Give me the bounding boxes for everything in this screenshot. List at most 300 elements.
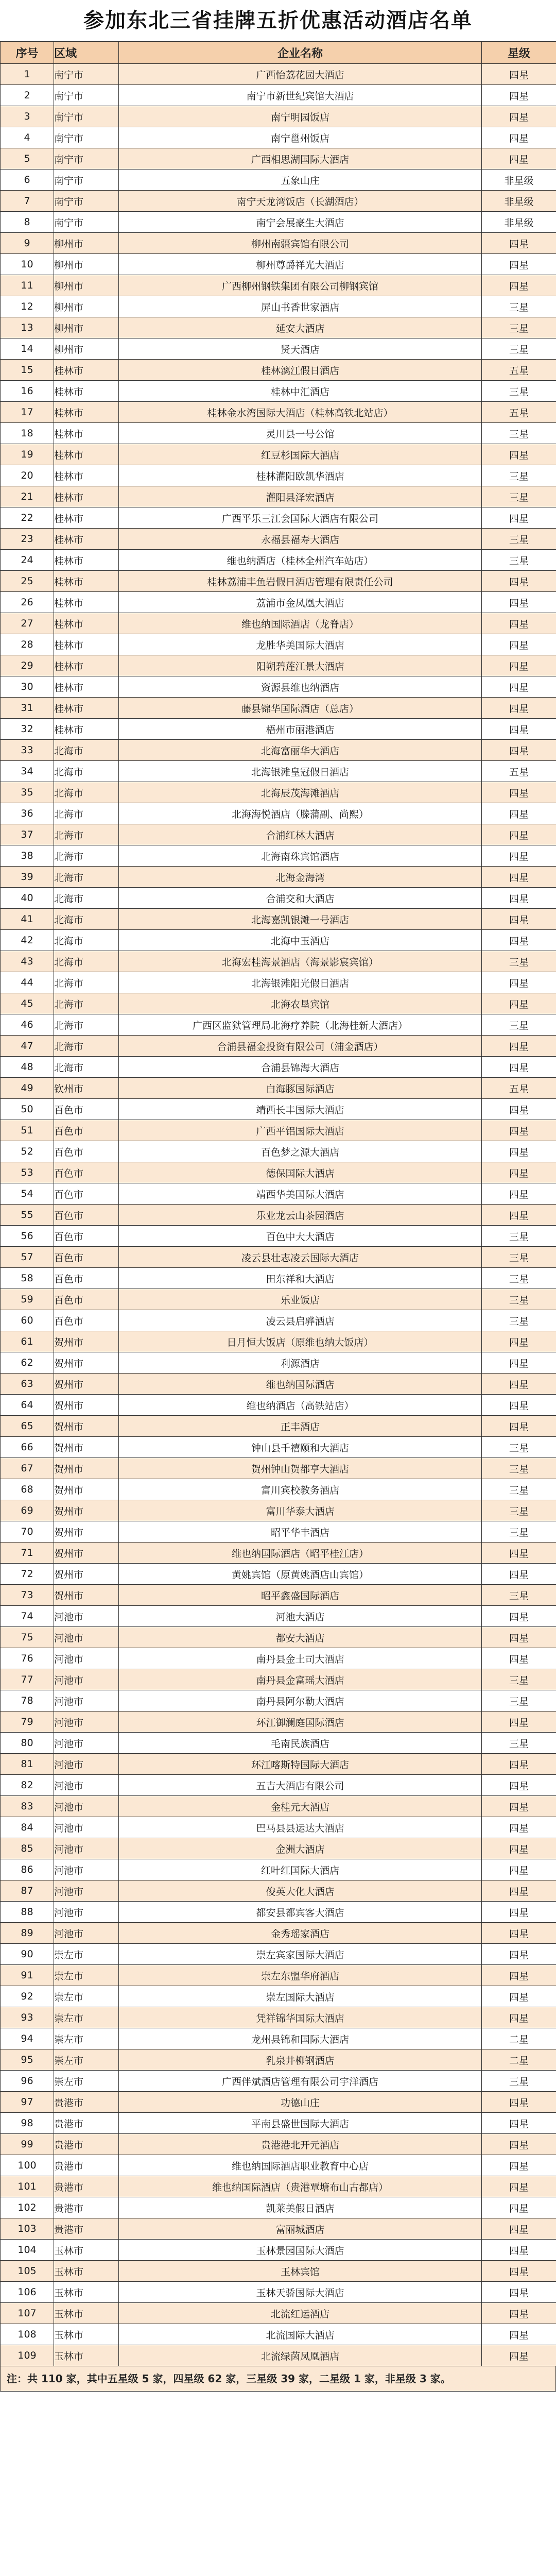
row-star-rating: 四星	[482, 824, 556, 845]
table-row	[1, 2007, 556, 2028]
row-star-rating: 四星	[482, 1120, 556, 1141]
row-hotel-name: 五象山庄	[119, 170, 482, 191]
row-number: 57	[1, 1247, 54, 1268]
row-region: 北海市	[54, 782, 119, 803]
row-star-rating: 三星	[482, 529, 556, 550]
row-star-rating: 四星	[482, 2303, 556, 2324]
row-number: 104	[1, 2240, 54, 2261]
row-star-rating: 三星	[482, 1310, 556, 1331]
row-star-rating: 五星	[482, 360, 556, 381]
row-star-rating: 三星	[482, 317, 556, 338]
row-number: 42	[1, 930, 54, 951]
row-star-rating: 四星	[482, 2007, 556, 2028]
row-star-rating: 二星	[482, 2028, 556, 2049]
row-hotel-name: 北海农垦宾馆	[119, 993, 482, 1014]
row-region: 柳州市	[54, 254, 119, 275]
row-region: 河池市	[54, 1711, 119, 1733]
row-region: 南宁市	[54, 106, 119, 127]
row-hotel-name: 南宁天龙湾饭店（长湖酒店）	[119, 191, 482, 212]
row-star-rating: 四星	[482, 719, 556, 740]
table-row	[1, 64, 556, 85]
table-row	[1, 592, 556, 613]
row-number: 3	[1, 106, 54, 127]
row-number: 13	[1, 317, 54, 338]
row-region: 河池市	[54, 1902, 119, 1923]
row-star-rating: 四星	[482, 2345, 556, 2366]
row-region: 桂林市	[54, 529, 119, 550]
table-row	[1, 972, 556, 993]
column-header-name: 企业名称	[119, 42, 482, 64]
row-star-rating: 四星	[482, 275, 556, 296]
row-number: 55	[1, 1205, 54, 1226]
row-number: 31	[1, 698, 54, 719]
row-number: 12	[1, 296, 54, 317]
row-star-rating: 四星	[482, 254, 556, 275]
row-hotel-name: 南丹县金土司大酒店	[119, 1648, 482, 1669]
row-hotel-name: 红豆杉国际大酒店	[119, 444, 482, 465]
row-number: 92	[1, 1986, 54, 2007]
row-hotel-name: 俊英大化大酒店	[119, 1880, 482, 1902]
row-region: 贵港市	[54, 2197, 119, 2218]
table-row	[1, 1648, 556, 1669]
row-number: 16	[1, 381, 54, 402]
row-star-rating: 三星	[482, 1458, 556, 1479]
row-region: 南宁市	[54, 212, 119, 233]
row-number: 26	[1, 592, 54, 613]
row-star-rating: 四星	[482, 1352, 556, 1374]
row-region: 河池市	[54, 1923, 119, 1944]
row-star-rating: 四星	[482, 1796, 556, 1817]
row-number: 9	[1, 233, 54, 254]
row-star-rating: 四星	[482, 1416, 556, 1437]
table-row	[1, 1880, 556, 1902]
table-row	[1, 1310, 556, 1331]
row-number: 60	[1, 1310, 54, 1331]
row-hotel-name: 崇左国际大酒店	[119, 1986, 482, 2007]
row-number: 27	[1, 613, 54, 634]
row-star-rating: 三星	[482, 296, 556, 317]
row-number: 77	[1, 1669, 54, 1690]
row-hotel-name: 龙胜华美国际大酒店	[119, 634, 482, 655]
row-number: 75	[1, 1627, 54, 1648]
row-region: 河池市	[54, 1775, 119, 1796]
row-region: 北海市	[54, 951, 119, 972]
table-row	[1, 529, 556, 550]
row-region: 玉林市	[54, 2240, 119, 2261]
row-number: 59	[1, 1289, 54, 1310]
footnote: 注：共 110 家，其中五星级 5 家，四星级 62 家，三星级 39 家，二星级 1 家，非星级 3 家。	[0, 2366, 556, 2392]
row-hotel-name: 资源县维也纳酒店	[119, 676, 482, 698]
row-number: 87	[1, 1880, 54, 1902]
row-number: 43	[1, 951, 54, 972]
row-region: 河池市	[54, 1627, 119, 1648]
row-star-rating: 三星	[482, 338, 556, 360]
row-region: 贺州市	[54, 1458, 119, 1479]
row-region: 贺州市	[54, 1585, 119, 1606]
row-hotel-name: 昭平华丰酒店	[119, 1521, 482, 1543]
row-hotel-name: 金洲大酒店	[119, 1838, 482, 1859]
row-region: 北海市	[54, 867, 119, 888]
row-hotel-name: 合浦县锦海大酒店	[119, 1057, 482, 1078]
row-hotel-name: 百色中大大酒店	[119, 1226, 482, 1247]
table-row	[1, 2134, 556, 2155]
row-number: 96	[1, 2071, 54, 2092]
table-row	[1, 1057, 556, 1078]
row-number: 64	[1, 1395, 54, 1416]
row-region: 桂林市	[54, 360, 119, 381]
row-region: 贺州市	[54, 1543, 119, 1564]
row-number: 97	[1, 2092, 54, 2113]
row-hotel-name: 合浦县福金投资有限公司（浦金酒店）	[119, 1036, 482, 1057]
row-star-rating: 四星	[482, 1162, 556, 1183]
row-region: 崇左市	[54, 2049, 119, 2071]
row-hotel-name: 北海嘉凯银滩一号酒店	[119, 909, 482, 930]
table-row	[1, 1543, 556, 1564]
row-number: 106	[1, 2282, 54, 2303]
row-number: 98	[1, 2113, 54, 2134]
row-hotel-name: 玉林天骄国际大酒店	[119, 2282, 482, 2303]
row-number: 84	[1, 1817, 54, 1838]
row-hotel-name: 荔浦市金凤凰大酒店	[119, 592, 482, 613]
row-star-rating: 非星级	[482, 191, 556, 212]
row-region: 百色市	[54, 1247, 119, 1268]
row-hotel-name: 广西相思湖国际大酒店	[119, 148, 482, 170]
row-hotel-name: 屏山书香世家酒店	[119, 296, 482, 317]
row-hotel-name: 贵港港北开元酒店	[119, 2134, 482, 2155]
table-row	[1, 254, 556, 275]
row-number: 47	[1, 1036, 54, 1057]
row-region: 贵港市	[54, 2155, 119, 2176]
table-row	[1, 550, 556, 571]
table-row	[1, 1479, 556, 1500]
row-star-rating: 四星	[482, 1099, 556, 1120]
row-region: 北海市	[54, 803, 119, 824]
table-row	[1, 1014, 556, 1036]
row-number: 11	[1, 275, 54, 296]
row-hotel-name: 桂林灌阳欧凯华酒店	[119, 465, 482, 486]
row-region: 河池市	[54, 1880, 119, 1902]
row-number: 8	[1, 212, 54, 233]
row-region: 贺州市	[54, 1500, 119, 1521]
table-row	[1, 1458, 556, 1479]
row-hotel-name: 毛南民族酒店	[119, 1733, 482, 1754]
table-row	[1, 1141, 556, 1162]
table-row	[1, 1690, 556, 1711]
row-star-rating: 四星	[482, 909, 556, 930]
table-row	[1, 655, 556, 676]
row-hotel-name: 桂林金水湾国际大酒店（桂林高铁北站店）	[119, 402, 482, 423]
row-region: 北海市	[54, 993, 119, 1014]
table-row	[1, 1564, 556, 1585]
row-number: 95	[1, 2049, 54, 2071]
row-hotel-name: 金桂元大酒店	[119, 1796, 482, 1817]
row-region: 南宁市	[54, 170, 119, 191]
row-region: 贺州市	[54, 1564, 119, 1585]
row-region: 桂林市	[54, 655, 119, 676]
row-number: 50	[1, 1099, 54, 1120]
row-star-rating: 四星	[482, 1944, 556, 1965]
row-region: 崇左市	[54, 1965, 119, 1986]
row-number: 101	[1, 2176, 54, 2197]
row-hotel-name: 都安大酒店	[119, 1627, 482, 1648]
row-hotel-name: 柳州南疆宾馆有限公司	[119, 233, 482, 254]
row-number: 73	[1, 1585, 54, 1606]
row-hotel-name: 乳泉井柳钢酒店	[119, 2049, 482, 2071]
row-number: 109	[1, 2345, 54, 2366]
row-hotel-name: 南宁明园饭店	[119, 106, 482, 127]
row-number: 52	[1, 1141, 54, 1162]
row-number: 86	[1, 1859, 54, 1880]
row-star-rating: 四星	[482, 930, 556, 951]
row-region: 贵港市	[54, 2134, 119, 2155]
row-region: 玉林市	[54, 2345, 119, 2366]
table-row	[1, 845, 556, 867]
table-row	[1, 1500, 556, 1521]
row-region: 北海市	[54, 761, 119, 782]
table-row	[1, 2028, 556, 2049]
row-hotel-name: 功德山庄	[119, 2092, 482, 2113]
row-hotel-name: 合浦交和大酒店	[119, 888, 482, 909]
row-number: 44	[1, 972, 54, 993]
row-star-rating: 三星	[482, 1500, 556, 1521]
row-star-rating: 四星	[482, 1711, 556, 1733]
row-star-rating: 四星	[482, 2113, 556, 2134]
table-header-row	[1, 42, 556, 64]
row-number: 36	[1, 803, 54, 824]
row-number: 76	[1, 1648, 54, 1669]
table-row	[1, 1606, 556, 1627]
row-star-rating: 四星	[482, 1923, 556, 1944]
row-hotel-name: 维也纳酒店（桂林全州汽车站店）	[119, 550, 482, 571]
row-number: 37	[1, 824, 54, 845]
row-star-rating: 四星	[482, 1817, 556, 1838]
row-hotel-name: 维也纳国际酒店职业教育中心店	[119, 2155, 482, 2176]
row-region: 北海市	[54, 1014, 119, 1036]
row-hotel-name: 广西伴斌酒店管理有限公司宇洋酒店	[119, 2071, 482, 2092]
row-number: 65	[1, 1416, 54, 1437]
row-star-rating: 三星	[482, 423, 556, 444]
row-number: 100	[1, 2155, 54, 2176]
table-row	[1, 761, 556, 782]
row-star-rating: 三星	[482, 1226, 556, 1247]
row-star-rating: 三星	[482, 1585, 556, 1606]
table-row	[1, 909, 556, 930]
row-star-rating: 四星	[482, 888, 556, 909]
row-number: 30	[1, 676, 54, 698]
row-star-rating: 非星级	[482, 170, 556, 191]
row-number: 56	[1, 1226, 54, 1247]
table-row	[1, 444, 556, 465]
row-region: 桂林市	[54, 613, 119, 634]
row-number: 61	[1, 1331, 54, 1352]
row-region: 贺州市	[54, 1437, 119, 1458]
table-row	[1, 698, 556, 719]
row-number: 68	[1, 1479, 54, 1500]
row-hotel-name: 玉林宾馆	[119, 2261, 482, 2282]
row-star-rating: 四星	[482, 740, 556, 761]
row-star-rating: 四星	[482, 1057, 556, 1078]
table-row	[1, 127, 556, 148]
table-row	[1, 2092, 556, 2113]
row-hotel-name: 北流红运酒店	[119, 2303, 482, 2324]
row-star-rating: 四星	[482, 1902, 556, 1923]
row-region: 桂林市	[54, 381, 119, 402]
row-star-rating: 四星	[482, 2218, 556, 2240]
row-region: 百色市	[54, 1183, 119, 1205]
row-number: 5	[1, 148, 54, 170]
row-hotel-name: 崇左宾家国际大酒店	[119, 1944, 482, 1965]
table-row	[1, 296, 556, 317]
row-hotel-name: 凌云县启骅酒店	[119, 1310, 482, 1331]
row-star-rating: 四星	[482, 1141, 556, 1162]
row-hotel-name: 巴马县县运达大酒店	[119, 1817, 482, 1838]
row-number: 51	[1, 1120, 54, 1141]
row-star-rating: 四星	[482, 2324, 556, 2345]
row-number: 49	[1, 1078, 54, 1099]
table-row	[1, 930, 556, 951]
row-region: 贺州市	[54, 1521, 119, 1543]
row-number: 83	[1, 1796, 54, 1817]
table-row	[1, 360, 556, 381]
row-number: 1	[1, 64, 54, 85]
row-hotel-name: 北海辰茂海滩酒店	[119, 782, 482, 803]
row-hotel-name: 桂林荔浦丰鱼岩假日酒店管理有限责任公司	[119, 571, 482, 592]
row-star-rating: 三星	[482, 2071, 556, 2092]
row-hotel-name: 北海海悦酒店（滕蒲副、尚熙）	[119, 803, 482, 824]
row-region: 柳州市	[54, 338, 119, 360]
row-star-rating: 非星级	[482, 212, 556, 233]
row-hotel-name: 昭平鑫盛国际酒店	[119, 1585, 482, 1606]
row-star-rating: 四星	[482, 2134, 556, 2155]
table-row	[1, 1416, 556, 1437]
row-region: 崇左市	[54, 2028, 119, 2049]
row-hotel-name: 南丹县金富瑶大酒店	[119, 1669, 482, 1690]
row-hotel-name: 北海中玉酒店	[119, 930, 482, 951]
table-row	[1, 191, 556, 212]
row-number: 38	[1, 845, 54, 867]
row-star-rating: 三星	[482, 1437, 556, 1458]
table-row	[1, 867, 556, 888]
row-number: 4	[1, 127, 54, 148]
row-number: 82	[1, 1775, 54, 1796]
row-number: 94	[1, 2028, 54, 2049]
row-hotel-name: 白海豚国际酒店	[119, 1078, 482, 1099]
row-star-rating: 三星	[482, 1247, 556, 1268]
row-hotel-name: 维也纳国际酒店	[119, 1374, 482, 1395]
table-row	[1, 1585, 556, 1606]
row-region: 北海市	[54, 824, 119, 845]
row-hotel-name: 北海银滩皇冠假日酒店	[119, 761, 482, 782]
row-region: 玉林市	[54, 2261, 119, 2282]
row-number: 66	[1, 1437, 54, 1458]
row-region: 百色市	[54, 1120, 119, 1141]
row-region: 北海市	[54, 909, 119, 930]
row-number: 103	[1, 2218, 54, 2240]
row-region: 贺州市	[54, 1416, 119, 1437]
table-row	[1, 2345, 556, 2366]
row-region: 河池市	[54, 1859, 119, 1880]
table-row	[1, 486, 556, 507]
row-number: 24	[1, 550, 54, 571]
row-region: 百色市	[54, 1289, 119, 1310]
table-row	[1, 1120, 556, 1141]
row-region: 桂林市	[54, 444, 119, 465]
table-row	[1, 465, 556, 486]
row-star-rating: 四星	[482, 85, 556, 106]
row-region: 柳州市	[54, 317, 119, 338]
row-region: 北海市	[54, 930, 119, 951]
row-number: 48	[1, 1057, 54, 1078]
table-row	[1, 1733, 556, 1754]
row-hotel-name: 钟山县千禧颐和大酒店	[119, 1437, 482, 1458]
table-row	[1, 1437, 556, 1458]
row-star-rating: 四星	[482, 1564, 556, 1585]
row-number: 21	[1, 486, 54, 507]
table-row	[1, 1944, 556, 1965]
row-number: 72	[1, 1564, 54, 1585]
table-row	[1, 1775, 556, 1796]
row-region: 崇左市	[54, 1986, 119, 2007]
row-region: 贺州市	[54, 1374, 119, 1395]
row-number: 105	[1, 2261, 54, 2282]
row-number: 40	[1, 888, 54, 909]
table-row	[1, 2155, 556, 2176]
row-star-rating: 四星	[482, 676, 556, 698]
row-star-rating: 四星	[482, 1986, 556, 2007]
table-row	[1, 1923, 556, 1944]
row-star-rating: 四星	[482, 1543, 556, 1564]
table-row	[1, 803, 556, 824]
row-hotel-name: 环江喀斯特国际大酒店	[119, 1754, 482, 1775]
row-star-rating: 五星	[482, 761, 556, 782]
row-star-rating: 四星	[482, 782, 556, 803]
row-star-rating: 四星	[482, 2092, 556, 2113]
row-hotel-name: 都安县都宾客大酒店	[119, 1902, 482, 1923]
row-number: 62	[1, 1352, 54, 1374]
table-row	[1, 1521, 556, 1543]
row-star-rating: 四星	[482, 1183, 556, 1205]
table-row	[1, 1078, 556, 1099]
row-star-rating: 四星	[482, 127, 556, 148]
table-row	[1, 1183, 556, 1205]
row-region: 北海市	[54, 972, 119, 993]
table-row	[1, 571, 556, 592]
row-star-rating: 四星	[482, 613, 556, 634]
row-number: 71	[1, 1543, 54, 1564]
row-number: 63	[1, 1374, 54, 1395]
row-number: 39	[1, 867, 54, 888]
row-number: 67	[1, 1458, 54, 1479]
row-number: 54	[1, 1183, 54, 1205]
row-star-rating: 四星	[482, 1648, 556, 1669]
table-row	[1, 1331, 556, 1352]
row-hotel-name: 北海富丽华大酒店	[119, 740, 482, 761]
row-star-rating: 四星	[482, 2197, 556, 2218]
table-row	[1, 1986, 556, 2007]
row-region: 玉林市	[54, 2282, 119, 2303]
row-star-rating: 三星	[482, 550, 556, 571]
row-number: 19	[1, 444, 54, 465]
row-region: 南宁市	[54, 64, 119, 85]
row-region: 玉林市	[54, 2324, 119, 2345]
row-hotel-name: 贺州钟山贺都亨大酒店	[119, 1458, 482, 1479]
row-region: 河池市	[54, 1690, 119, 1711]
row-region: 桂林市	[54, 634, 119, 655]
table-row	[1, 782, 556, 803]
row-region: 百色市	[54, 1226, 119, 1247]
row-number: 108	[1, 2324, 54, 2345]
table-row	[1, 1902, 556, 1923]
